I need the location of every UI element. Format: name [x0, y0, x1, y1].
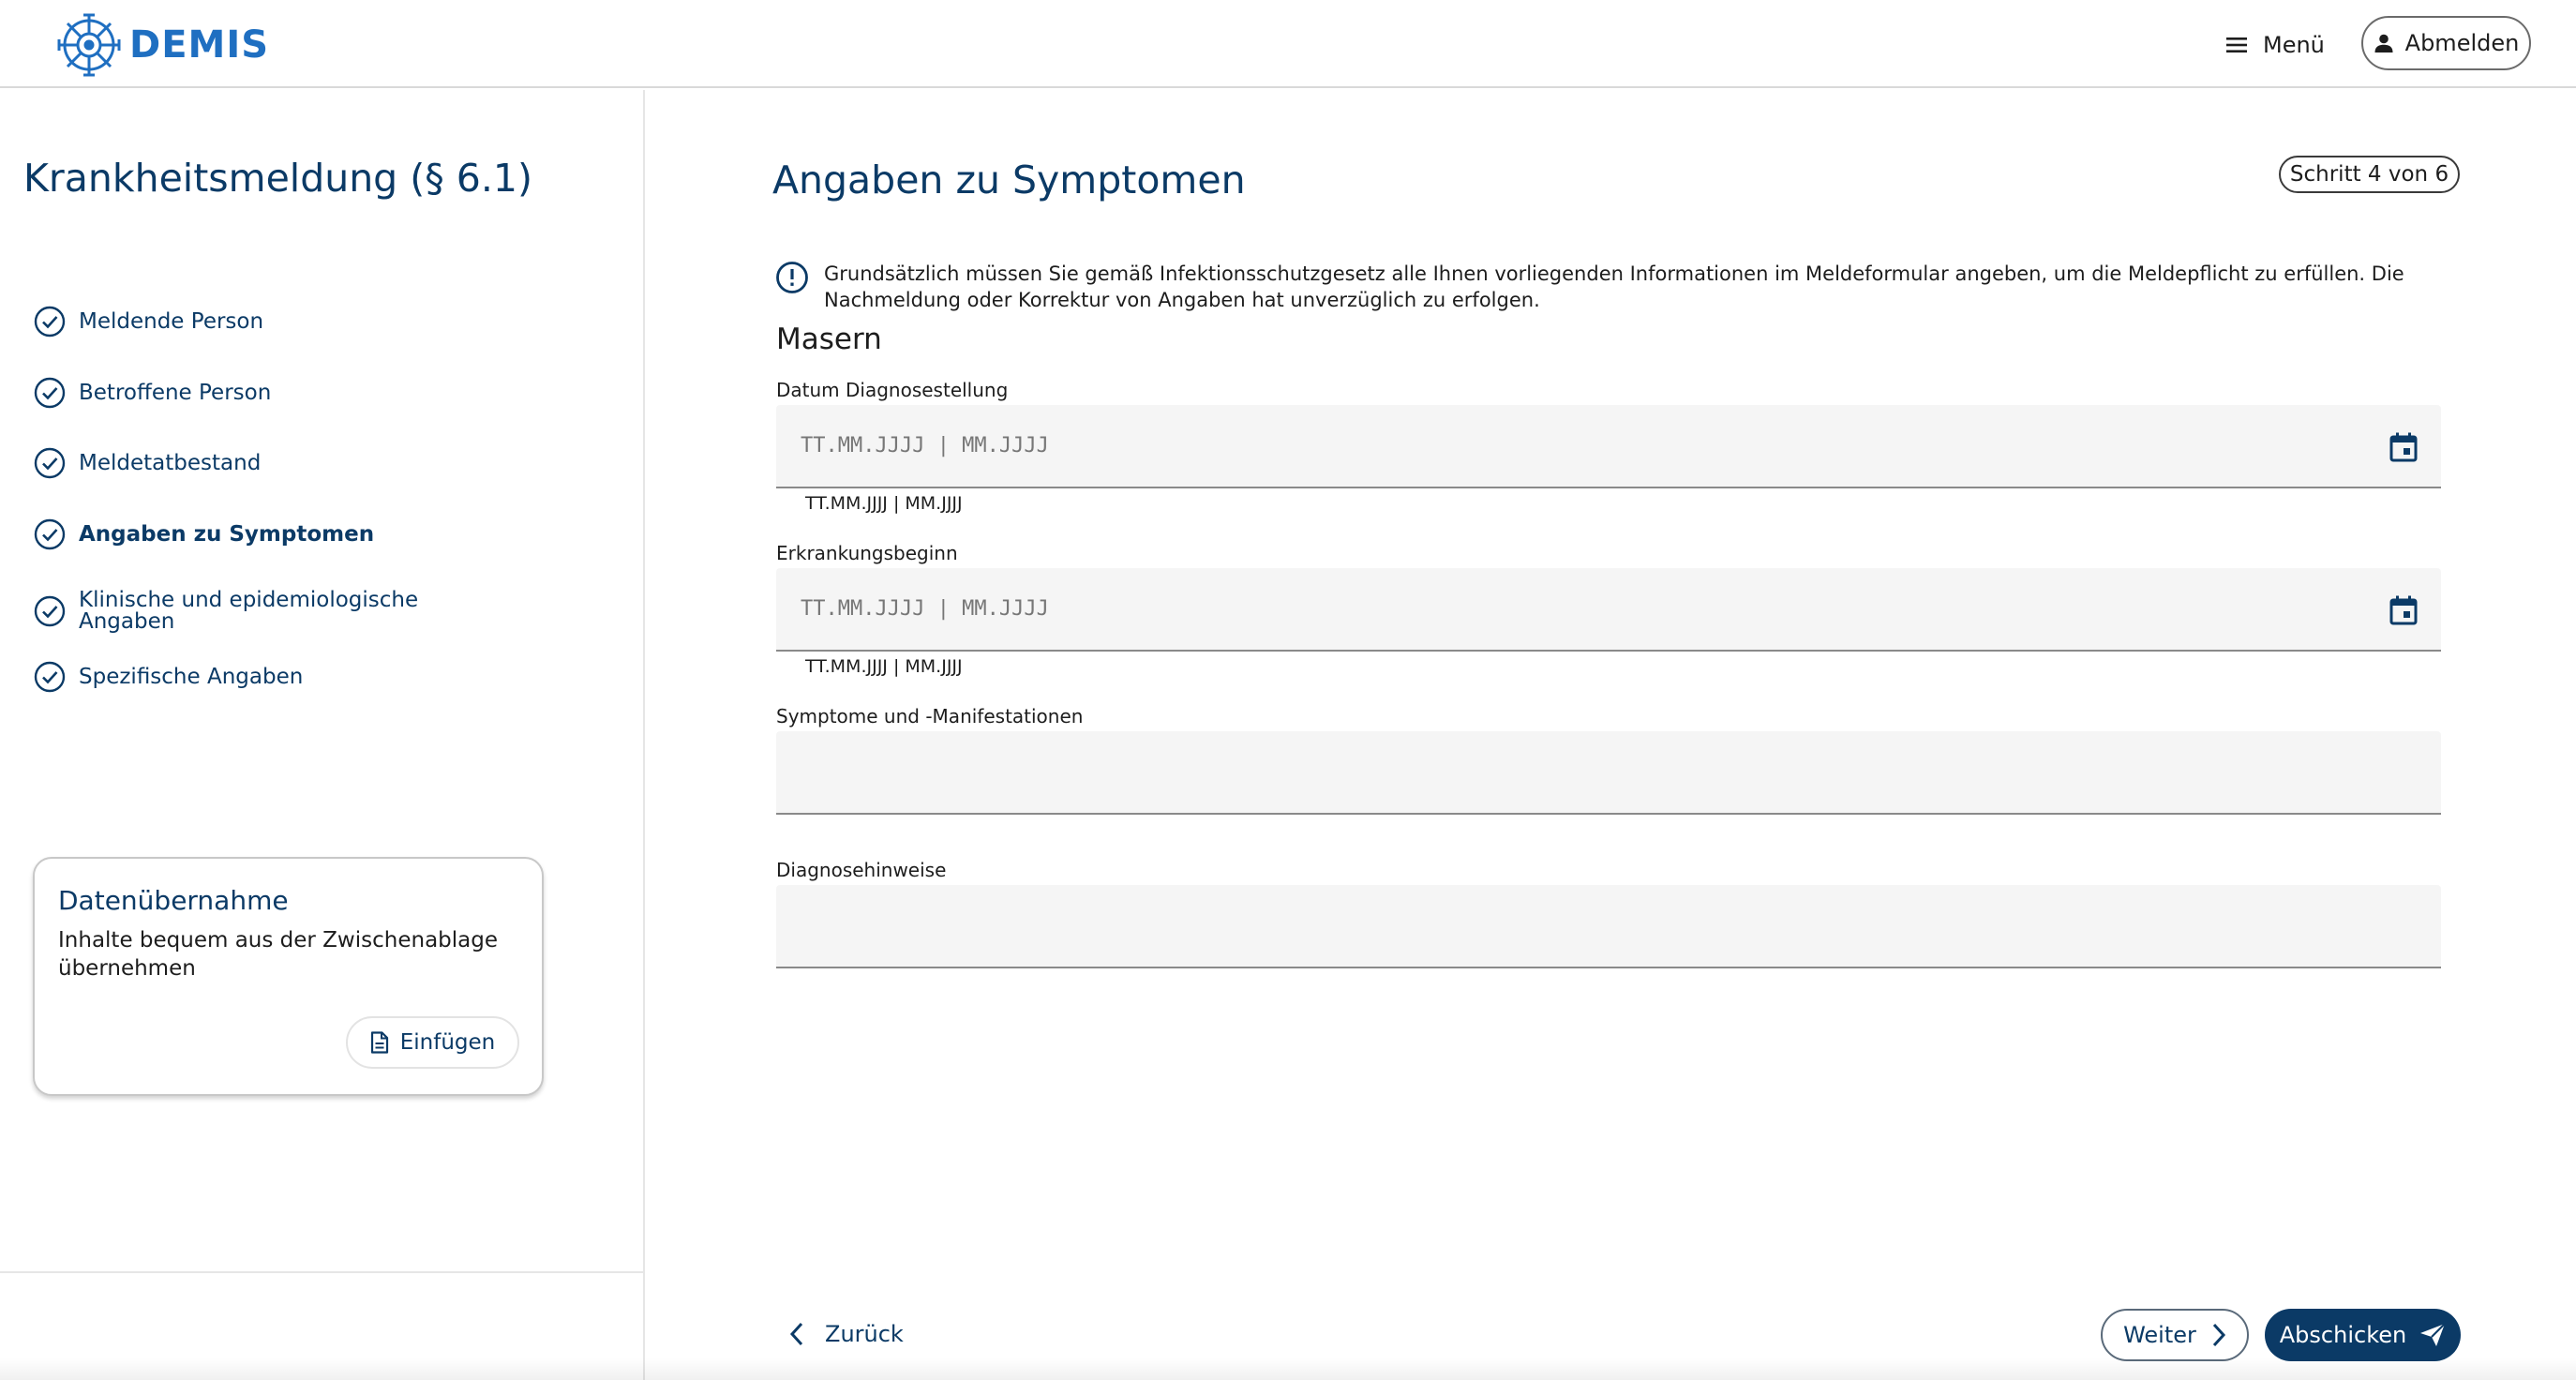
- check-circle-icon: [34, 447, 66, 479]
- sidebar-divider: [0, 1271, 643, 1273]
- step-label: Meldetatbestand: [79, 450, 262, 475]
- onset-label: Erkrankungsbeginn: [776, 542, 958, 564]
- main-content: [647, 90, 2576, 1380]
- info-icon: [775, 261, 809, 294]
- step-label: Betroffene Person: [79, 380, 272, 405]
- step-klinische-angaben[interactable]: [34, 590, 615, 633]
- menu-button[interactable]: [2225, 26, 2325, 64]
- sidebar: [0, 90, 645, 1380]
- next-button[interactable]: [2101, 1309, 2249, 1361]
- card-text: Inhalte bequem aus der Zwischenablage übernehmen: [58, 928, 498, 981]
- step-meldende-person[interactable]: [34, 306, 615, 338]
- diagnosis-date-label: Datum Diagnosestellung: [776, 379, 1009, 401]
- step-meldetatbestand[interactable]: [34, 447, 615, 479]
- document-icon: [370, 1031, 389, 1054]
- submit-button[interactable]: [2265, 1309, 2461, 1361]
- step-label: Klinische und epidemiologische Angaben: [79, 588, 419, 634]
- card-title: Datenübernahme: [58, 885, 289, 916]
- next-label: Weiter: [2123, 1322, 2196, 1348]
- check-circle-icon: [34, 518, 66, 550]
- diagnosis-date-hint: TT.MM.JJJJ | MM.JJJJ: [805, 493, 963, 514]
- step-badge: Schritt 4 von 6: [2279, 156, 2460, 193]
- person-icon: [2374, 33, 2394, 53]
- step-label: Spezifische Angaben: [79, 664, 304, 689]
- paste-button[interactable]: [346, 1016, 519, 1069]
- app-header: [0, 0, 2576, 88]
- onset-field: [776, 568, 2441, 652]
- paste-label: Einfügen: [399, 1030, 496, 1055]
- info-notice: [775, 261, 2509, 313]
- demis-logo[interactable]: [54, 11, 269, 79]
- logo-text: DEMIS: [129, 23, 270, 67]
- step-betroffene-person[interactable]: [34, 377, 615, 409]
- section-title: Masern: [776, 322, 882, 356]
- step-spezifische-angaben[interactable]: [34, 661, 615, 693]
- diagnosis-date-input[interactable]: [776, 405, 2441, 487]
- step-angaben-zu-symptomen[interactable]: [34, 518, 615, 550]
- chevron-left-icon: [789, 1322, 804, 1346]
- bottom-shadow: [0, 1358, 2576, 1380]
- check-circle-icon: [34, 377, 66, 409]
- check-circle-icon: [34, 595, 66, 627]
- chevron-right-icon: [2211, 1323, 2226, 1347]
- send-icon: [2419, 1323, 2446, 1347]
- menu-label: Menü: [2263, 32, 2325, 58]
- back-button[interactable]: [789, 1309, 904, 1359]
- logout-label: Abmelden: [2404, 30, 2520, 56]
- page-title: Angaben zu Symptomen: [772, 158, 1246, 202]
- step-label: Angaben zu Symptomen: [79, 521, 375, 547]
- onset-input[interactable]: [776, 568, 2441, 650]
- diagnosis-notes-input[interactable]: [776, 885, 2441, 967]
- check-circle-icon: [34, 306, 66, 338]
- sidebar-title: Krankheitsmeldung (§ 6.1): [23, 156, 532, 201]
- menu-icon: [2225, 36, 2250, 54]
- onset-hint: TT.MM.JJJJ | MM.JJJJ: [805, 656, 963, 677]
- back-label: Zurück: [825, 1321, 904, 1347]
- step-label: Meldende Person: [79, 308, 264, 334]
- submit-label: Abschicken: [2279, 1322, 2407, 1348]
- symptoms-input[interactable]: [776, 731, 2441, 813]
- demis-logo-icon: [54, 11, 124, 79]
- diagnosis-notes-field: [776, 885, 2441, 968]
- check-circle-icon: [34, 661, 66, 693]
- info-text: Grundsätzlich müssen Sie gemäß Infektionsschutzgesetz alle Ihnen vorliegenden Informationen im Meldeformular angeben, um die Meldepflicht zu erfüllen. Die Nachmeldung oder Korrektur von Angaben hat unverzüglich zu erfolgen.: [824, 262, 2404, 311]
- data-import-card: [33, 857, 544, 1096]
- symptoms-field: [776, 731, 2441, 815]
- symptoms-label: Symptome und -Manifestationen: [776, 705, 1084, 728]
- diagnosis-notes-label: Diagnosehinweise: [776, 859, 947, 881]
- calendar-icon[interactable]: [2387, 430, 2420, 464]
- logout-button[interactable]: [2361, 16, 2531, 70]
- calendar-icon[interactable]: [2387, 593, 2420, 627]
- diagnosis-date-field: [776, 405, 2441, 488]
